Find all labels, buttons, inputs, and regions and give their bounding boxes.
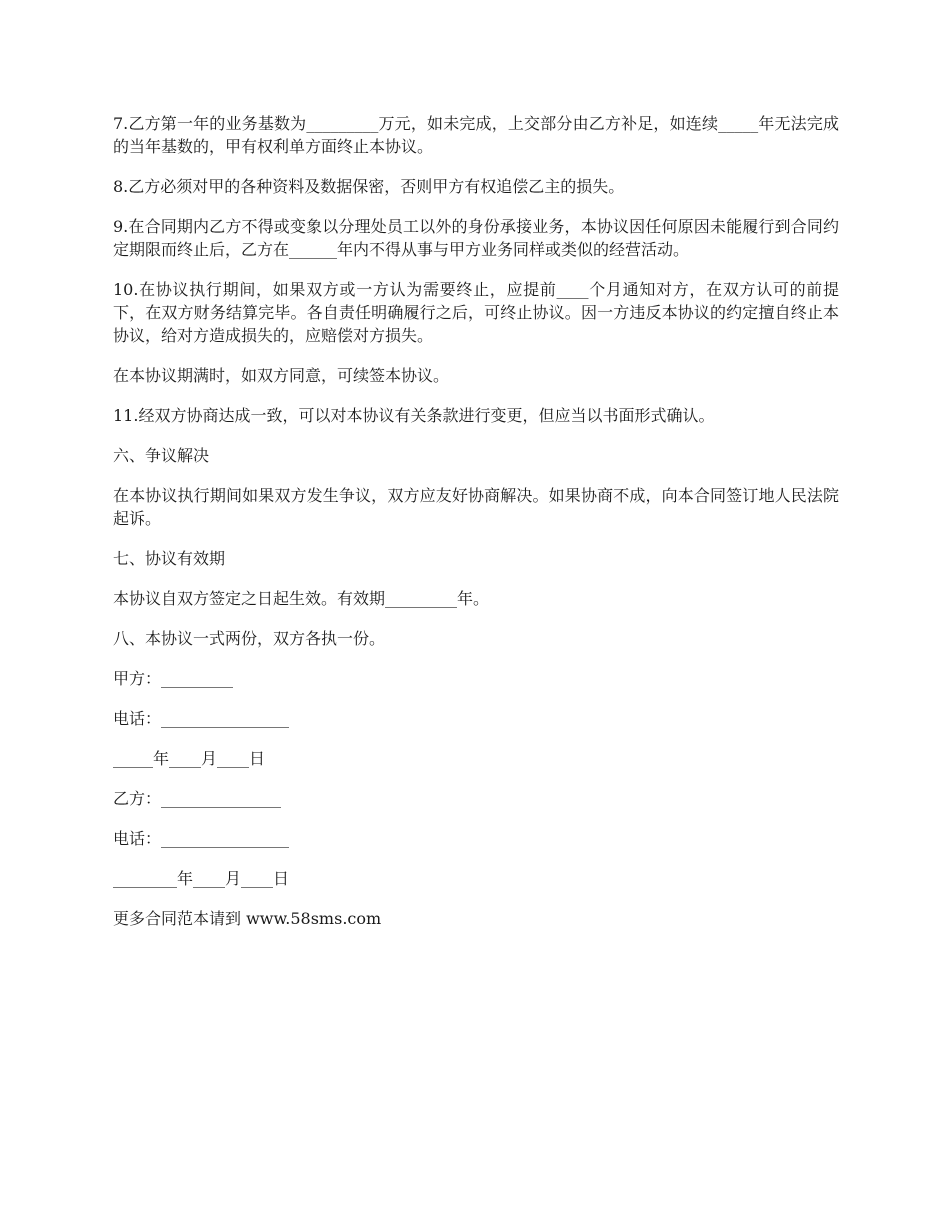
clause-7: 7.乙方第一年的业务基数为_________万元，如未完成，上交部分由乙方补足，如连续_____年无法完成的当年基数的，甲有权利单方面终止本协议。 [113,114,839,156]
section-heading-dispute: 六、争议解决 [113,446,210,465]
party-b-line: 乙方：_______________ [113,789,282,808]
party-a-phone: 电话：________________ [113,709,290,728]
section-heading-copies: 八、本协议一式两份，双方各执一份。 [113,629,386,648]
clause-9: 9.在合同期内乙方不得或变象以分理处员工以外的身份承接业务，本协议因任何原因未能履行到合同约定期限而终止后，乙方在______年内不得从事与甲方业务同样或类似的经营活动。 [113,217,839,259]
party-b-date: ________年____月____日 [113,869,290,888]
renewal-note: 在本协议期满时，如双方同意，可续签本协议。 [113,366,450,385]
document-page [113,112,839,947]
dispute-resolution: 在本协议执行期间如果双方发生争议，双方应友好协商解决。如果协商不成，向本合同签订地人民法院起诉。 [113,486,839,528]
clause-8: 8.乙方必须对甲的各种资料及数据保密，否则甲方有权追偿乙主的损失。 [113,177,625,196]
clause-11: 11.经双方协商达成一致，可以对本协议有关条款进行变更，但应当以书面形式确认。 [113,406,715,425]
validity-term: 本协议自双方签定之日起生效。有效期_________年。 [113,589,490,608]
section-heading-validity: 七、协议有效期 [113,549,226,568]
clause-10: 10.在协议执行期间，如果双方或一方认为需要终止，应提前____个月通知对方，在双方认可的前提下，在双方财务结算完毕。各自责任明确履行之后，可终止协议。因一方违反本协议的约定擅自终止本协议，给对方造成损失的，应赔偿对方损失。 [113,280,839,345]
party-a-date: _____年____月____日 [113,749,266,768]
footer-website-note: 更多合同范本请到 www.58sms.com [113,909,382,928]
party-a-line: 甲方：_________ [113,669,234,688]
party-b-phone: 电话：________________ [113,829,290,848]
